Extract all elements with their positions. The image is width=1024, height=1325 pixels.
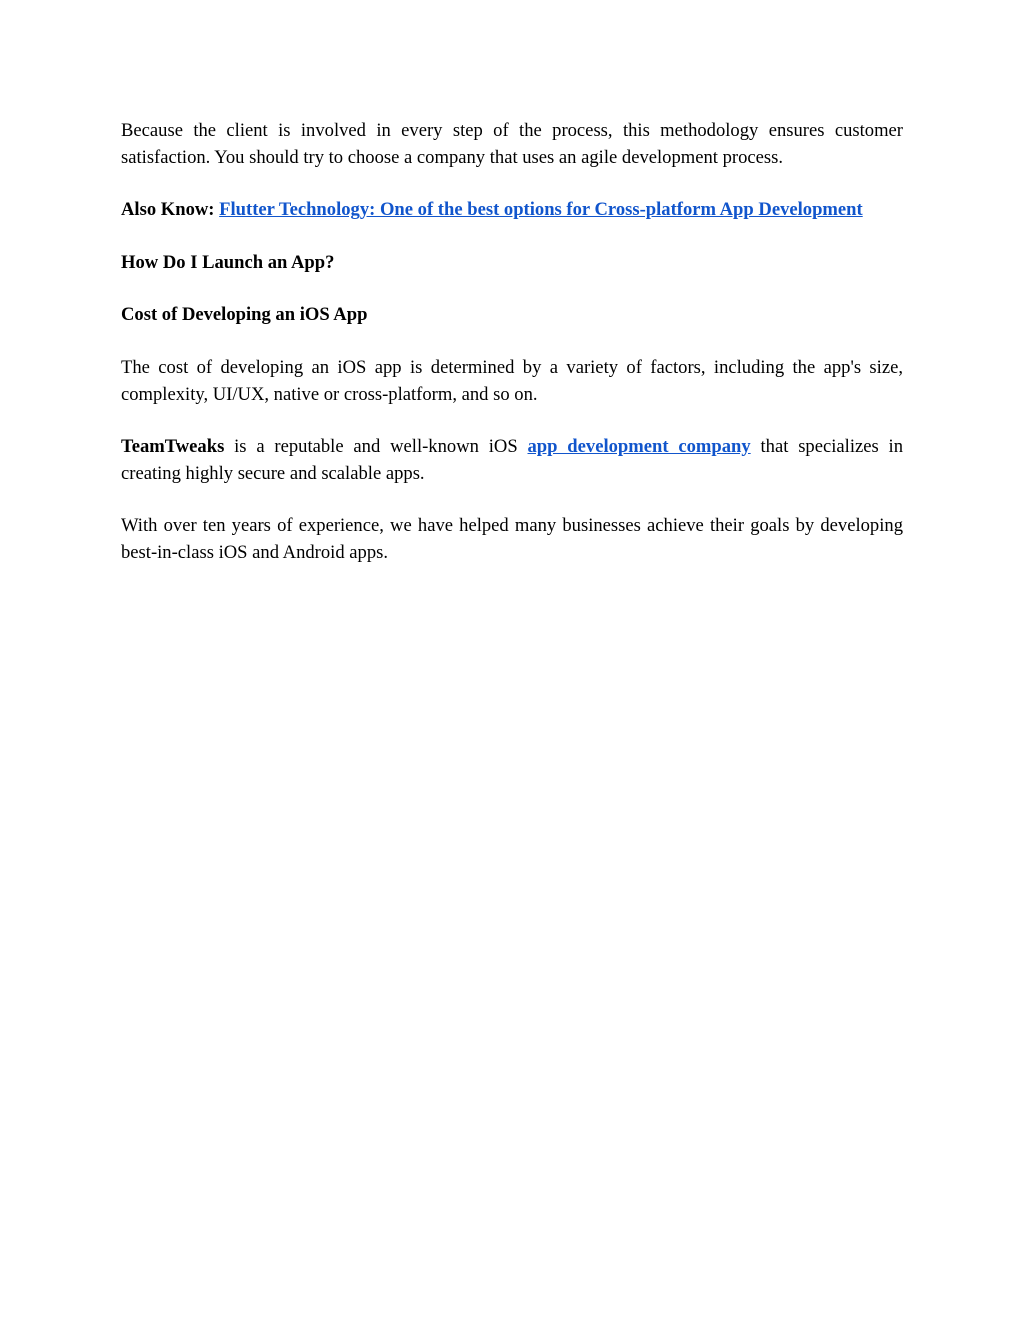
paragraph-also-know — [121, 197, 903, 224]
paragraph-cost: The cost of developing an iOS app is determined by a variety of factors, including the app's size, complexity, UI/UX, native or cross-platform, and so on. — [121, 356, 903, 405]
teamtweaks-text-before: is a reputable and well-known iOS — [224, 436, 528, 458]
paragraph-agile: Because the client is involved in every step of the process, this methodology ensures customer satisfaction. You should try to choose a company that uses an agile development process. — [121, 120, 903, 168]
paragraph-experience: With over ten years of experience, we have helped many businesses achieve their goals by developing best-in-class iOS and Android apps. — [121, 515, 903, 563]
paragraph-teamtweaks — [121, 434, 903, 487]
teamtweaks-text-after: that specializes in creating highly secure and scalable apps. — [121, 436, 904, 484]
heading-launch-app: How Do I Launch an App? — [121, 251, 335, 273]
document-page — [121, 118, 903, 593]
flutter-technology-link[interactable]: Flutter Technology: One of the best options for Cross-platform App Development — [219, 199, 863, 221]
heading-cost-ios-app: Cost of Developing an iOS App — [121, 304, 368, 326]
also-know-label: Also Know: — [121, 199, 215, 221]
teamtweaks-brand: TeamTweaks — [121, 436, 225, 458]
app-development-company-link[interactable]: app development company — [527, 436, 751, 458]
